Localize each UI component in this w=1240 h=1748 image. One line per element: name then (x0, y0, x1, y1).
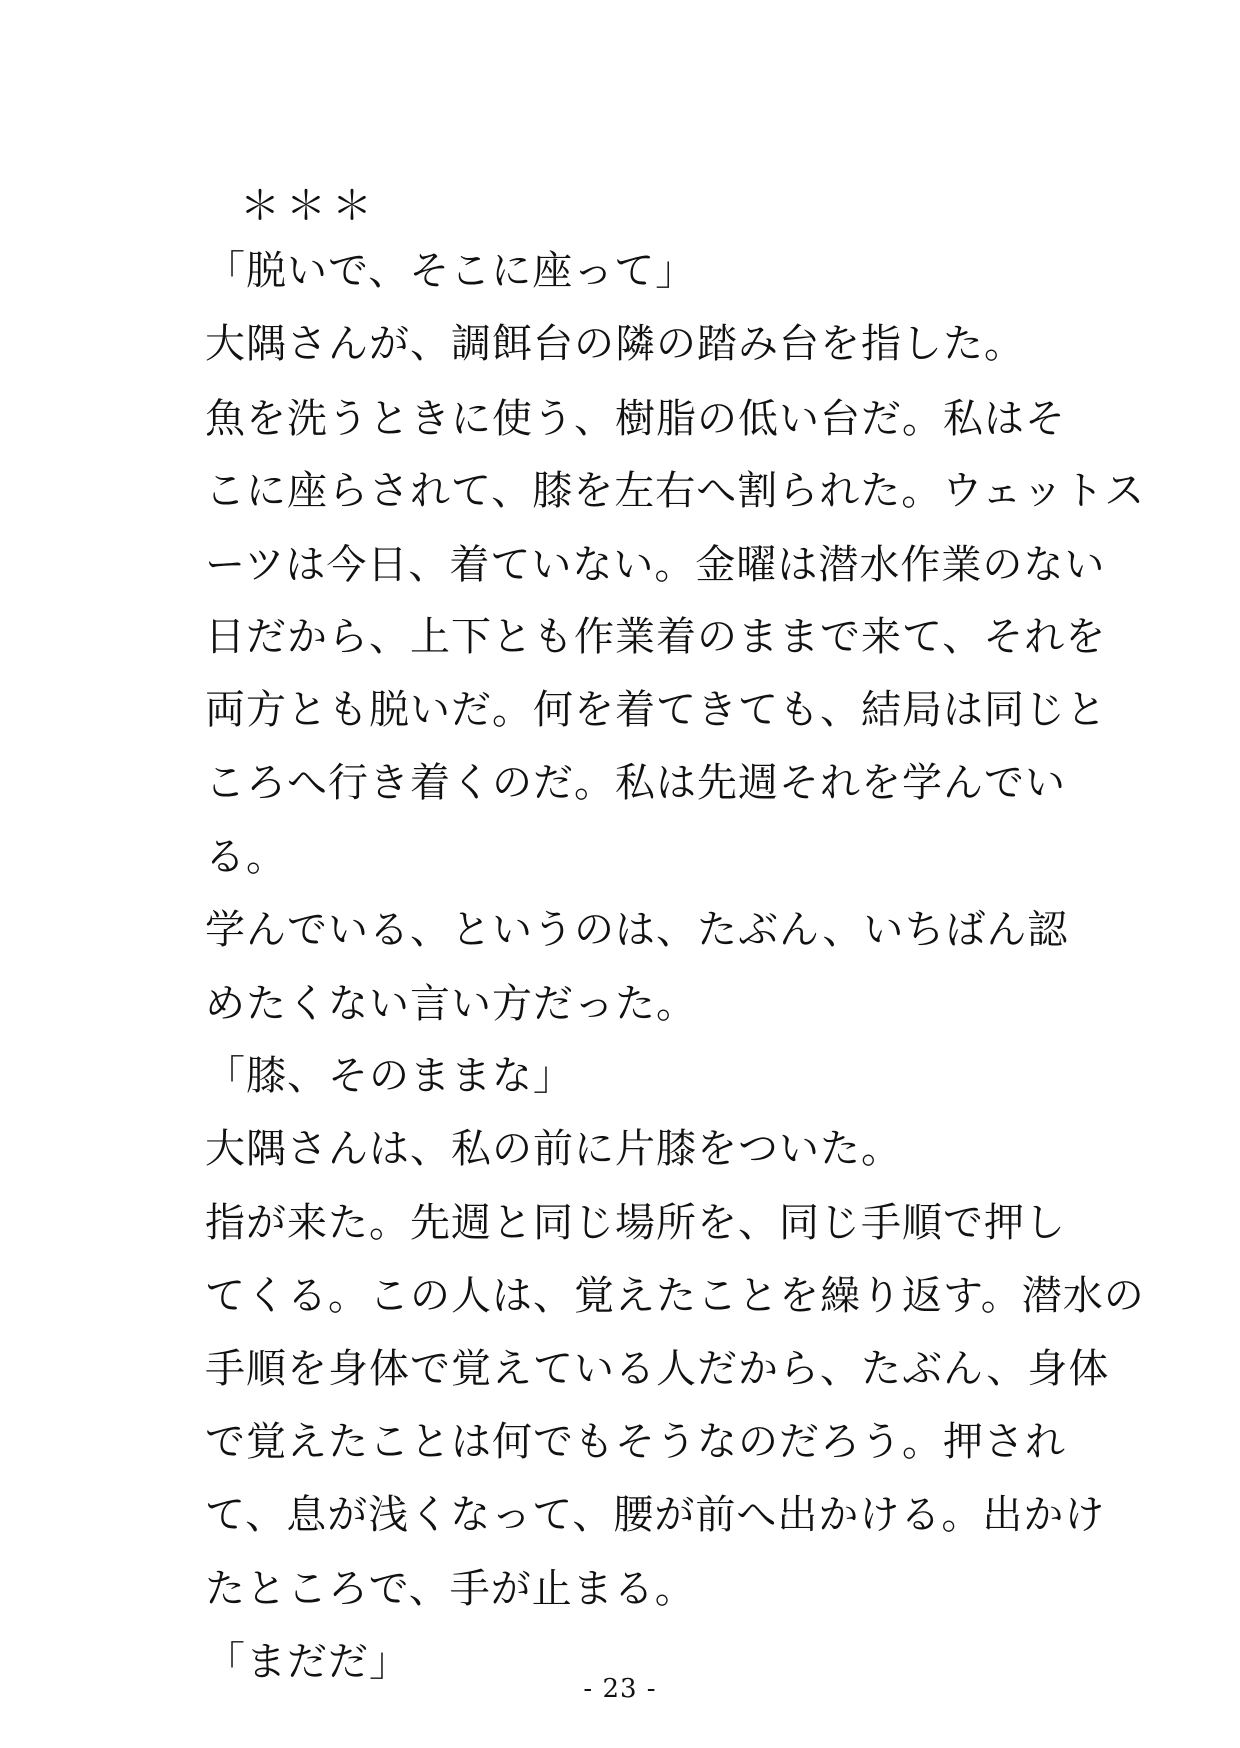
paragraph-line: 指が来た。先週と同じ場所を、同じ手順で押し (205, 1200, 1066, 1246)
paragraph-line: 大隅さんは、私の前に片膝をついた。 (205, 1126, 902, 1172)
paragraph-line: ーツは今日、着ていない。金曜は潜水作業のない (205, 542, 1106, 588)
paragraph-line: る。 (205, 834, 287, 880)
paragraph-line: たところで、手が止まる。 (205, 1566, 696, 1612)
paragraph-line: 手順を身体で覚えている人だから、たぶん、身体 (205, 1346, 1110, 1392)
dialogue-line: 「膝、そのままな」 (205, 1053, 574, 1099)
paragraph-line: ころへ行き着くのだ。私は先週それを学んでい (205, 760, 1066, 806)
paragraph-line: で覚えたことは何でもそうなのだろう。押され (205, 1419, 1066, 1465)
paragraph-line: てくる。この人は、覚えたことを繰り返す。潜水の (205, 1273, 1145, 1319)
scene-break: ＊＊＊ (240, 183, 378, 229)
paragraph-line: 両方とも脱いだ。何を着てきても、結局は同じと (205, 687, 1107, 733)
page-number: - 23 - (583, 1674, 657, 1704)
dialogue-line: 「まだだ」 (205, 1639, 410, 1685)
dialogue-line: 「脱いで、そこに座って」 (205, 248, 697, 294)
paragraph-line: 学んでいる、というのは、たぶん、いちばん認 (205, 907, 1069, 953)
paragraph-line: て、息が浅くなって、腰が前へ出かける。出かけ (205, 1492, 1106, 1538)
paragraph-line: 大隅さんが、調餌台の隣の踏み台を指した。 (205, 321, 1025, 367)
paragraph-line: こに座らされて、膝を左右へ割られた。ウェットス (205, 468, 1146, 514)
paragraph-line: 日だから、上下とも作業着のままで来て、それを (205, 614, 1107, 660)
paragraph-line: 魚を洗うときに使う、樹脂の低い台だ。私はそ (205, 396, 1066, 442)
paragraph-line: めたくない言い方だった。 (205, 981, 697, 1027)
